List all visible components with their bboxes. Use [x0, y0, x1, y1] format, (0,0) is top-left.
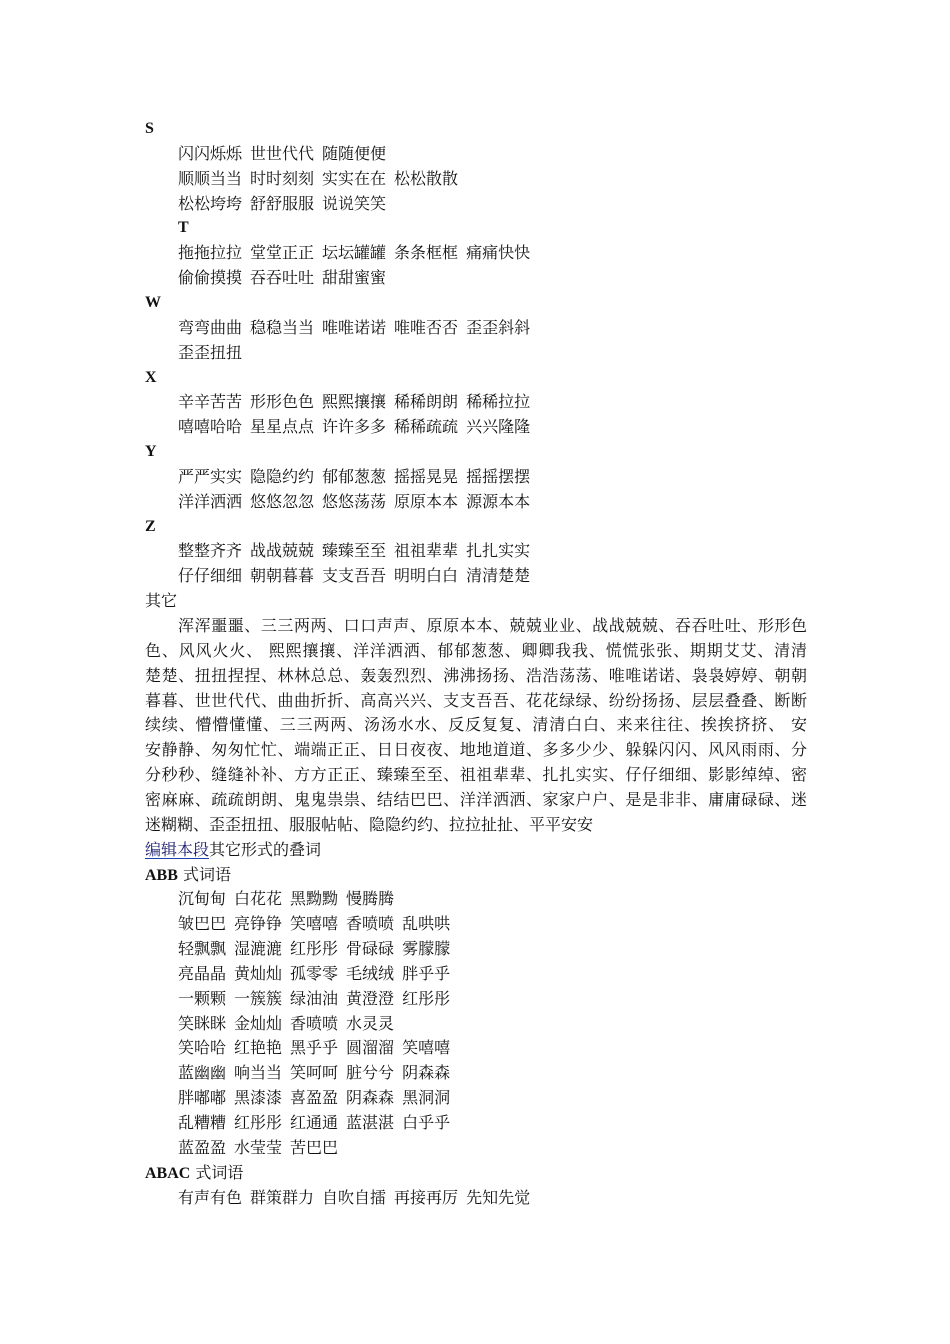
word-row: [178, 1135, 338, 1160]
word-row: [178, 240, 530, 265]
word-item: 唯唯诺诺: [322, 318, 387, 337]
word-item: 毛绒绒: [346, 964, 395, 983]
word-item: 歪歪扭扭: [178, 343, 243, 362]
word-row: [178, 563, 530, 588]
paragraph-line: 浑浑噩噩、三三两两、口口声声、原原本本、兢兢业业、战战兢兢、吞吞吐吐、形形色: [178, 616, 807, 635]
other-forms-title: 其它形式的叠词: [209, 840, 322, 859]
word-item: 红彤彤: [402, 989, 451, 1008]
word-item: 稀稀疏疏: [394, 417, 459, 436]
word-item: 说说笑笑: [322, 194, 387, 213]
word-row: [178, 166, 458, 191]
section-letter: X: [145, 369, 157, 386]
word-row: [178, 141, 386, 166]
word-item: 沉甸甸: [178, 889, 227, 908]
word-item: 香喷喷: [346, 914, 395, 933]
word-item: 堂堂正正: [250, 243, 315, 262]
word-row: [178, 961, 450, 986]
word-item: 先知先觉: [466, 1188, 531, 1207]
word-item: 自吹自擂: [322, 1188, 387, 1207]
word-item: 蓝幽幽: [178, 1063, 227, 1082]
word-item: 群策群力: [250, 1188, 315, 1207]
word-item: 形形色色: [250, 392, 315, 411]
word-item: 原原本本: [394, 492, 459, 511]
abb-heading-suffix: 式词语: [177, 865, 231, 884]
word-item: 摇摇摆摆: [466, 467, 531, 486]
word-item: 甜甜蜜蜜: [322, 268, 387, 287]
word-item: 红艳艳: [234, 1038, 283, 1057]
word-row: [178, 1110, 450, 1135]
word-item: 笑呵呵: [290, 1063, 339, 1082]
word-item: 臻臻至至: [322, 541, 387, 560]
word-item: 许许多多: [322, 417, 387, 436]
word-item: 白花花: [234, 889, 283, 908]
word-item: 星星点点: [250, 417, 315, 436]
word-item: 松松垮垮: [178, 194, 243, 213]
word-item: 偷偷摸摸: [178, 268, 243, 287]
abac-heading: [145, 1160, 243, 1185]
word-item: 亮晶晶: [178, 964, 227, 983]
word-row: [178, 315, 530, 340]
word-item: 黑黝黝: [290, 889, 339, 908]
word-item: 乱糟糟: [178, 1113, 227, 1132]
word-row: [178, 1085, 450, 1110]
word-item: 严严实实: [178, 467, 243, 486]
word-item: 蓝盈盈: [178, 1138, 227, 1157]
word-item: 乱哄哄: [402, 914, 451, 933]
word-item: 整整齐齐: [178, 541, 243, 560]
word-item: 松松散散: [394, 169, 459, 188]
word-item: 黑漆漆: [234, 1088, 283, 1107]
word-item: 水灵灵: [346, 1014, 395, 1033]
abb-heading: [145, 862, 231, 887]
word-row: [178, 340, 242, 365]
word-item: 阴森森: [402, 1063, 451, 1082]
word-row: [178, 986, 450, 1011]
word-item: 明明白白: [394, 566, 459, 585]
word-item: 歪歪斜斜: [466, 318, 531, 337]
word-item: 红彤彤: [234, 1113, 283, 1132]
word-item: 红彤彤: [290, 939, 339, 958]
word-item: 喜盈盈: [290, 1088, 339, 1107]
word-item: 雾朦朦: [402, 939, 451, 958]
paragraph-line: 分秒秒、缝缝补补、方方正正、臻臻至至、祖祖辈辈、扎扎实实、仔仔细细、影影绰绰、密: [145, 765, 807, 784]
word-item: 战战兢兢: [250, 541, 315, 560]
paragraph-line: 暮暮、世世代代、曲曲折折、高高兴兴、支支吾吾、花花绿绿、纷纷扬扬、层层叠叠、断断: [145, 691, 807, 710]
word-item: 坛坛罐罐: [322, 243, 387, 262]
word-item: 洋洋洒洒: [178, 492, 243, 511]
word-item: 皱巴巴: [178, 914, 227, 933]
abac-heading-suffix: 式词语: [190, 1163, 244, 1182]
word-item: 胖乎乎: [402, 964, 451, 983]
word-item: 唯唯否否: [394, 318, 459, 337]
word-item: 一颗颗: [178, 989, 227, 1008]
word-item: 熙熙攘攘: [322, 392, 387, 411]
word-item: 响当当: [234, 1063, 283, 1082]
edit-section-link[interactable]: 编辑本段: [145, 840, 210, 859]
word-item: 顺顺当当: [178, 169, 243, 188]
word-item: 扎扎实实: [466, 541, 531, 560]
word-item: 条条框框: [394, 243, 459, 262]
word-item: 悠悠荡荡: [322, 492, 387, 511]
word-item: 脏兮兮: [346, 1063, 395, 1082]
word-item: 稀稀拉拉: [466, 392, 531, 411]
word-row: [178, 265, 386, 290]
word-item: 再接再厉: [394, 1188, 459, 1207]
word-item: 辛辛苦苦: [178, 392, 243, 411]
word-item: 绿油油: [290, 989, 339, 1008]
word-row: [178, 936, 450, 961]
word-item: 清清楚楚: [466, 566, 531, 585]
word-item: 随随便便: [322, 144, 387, 163]
abb-heading-prefix: ABB: [145, 867, 178, 884]
word-row: [178, 538, 530, 563]
word-item: 黄灿灿: [234, 964, 283, 983]
word-item: 吞吞吐吐: [250, 268, 315, 287]
paragraph-line: 迷糊糊、歪歪扭扭、服服帖帖、隐隐约约、拉拉扯扯、平平安安: [145, 815, 594, 834]
word-item: 黑洞洞: [402, 1088, 451, 1107]
paragraph-line: 色、风风火火、 熙熙攘攘、洋洋洒洒、郁郁葱葱、卿卿我我、慌慌张张、期期艾艾、清清: [145, 641, 807, 660]
word-row: [178, 1185, 530, 1210]
word-item: 支支吾吾: [322, 566, 387, 585]
word-item: 痛痛快快: [466, 243, 531, 262]
paragraph-line: 续续、懵懵懂懂、三三两两、汤汤水水、反反复复、清清白白、来来往往、挨挨挤挤、 安: [145, 715, 807, 734]
word-item: 摇摇晃晃: [394, 467, 459, 486]
word-item: 黑乎乎: [290, 1038, 339, 1057]
word-item: 蓝湛湛: [346, 1113, 395, 1132]
word-item: 金灿灿: [234, 1014, 283, 1033]
word-item: 白乎乎: [402, 1113, 451, 1132]
word-item: 有声有色: [178, 1188, 243, 1207]
word-row: [178, 886, 394, 911]
word-item: 稳稳当当: [250, 318, 315, 337]
word-row: [178, 911, 450, 936]
word-item: 笑嘻嘻: [290, 914, 339, 933]
paragraph-line: 密麻麻、疏疏朗朗、鬼鬼祟祟、结结巴巴、洋洋洒洒、家家户户、是是非非、庸庸碌碌、迷: [145, 790, 807, 809]
word-item: 时时刻刻: [250, 169, 315, 188]
word-item: 拖拖拉拉: [178, 243, 243, 262]
word-item: 阴森森: [346, 1088, 395, 1107]
word-item: 隐隐约约: [250, 467, 315, 486]
word-item: 朝朝暮暮: [250, 566, 315, 585]
word-item: 水莹莹: [234, 1138, 283, 1157]
word-item: 孤零零: [290, 964, 339, 983]
word-row: [178, 1060, 450, 1085]
section-letter: T: [178, 219, 189, 236]
section-letter: W: [145, 294, 161, 311]
word-item: 舒舒服服: [250, 194, 315, 213]
word-row: [178, 489, 530, 514]
section-letter: Y: [145, 443, 157, 460]
section-letter: Z: [145, 518, 156, 535]
word-item: 圆溜溜: [346, 1038, 395, 1057]
word-item: 红通通: [290, 1113, 339, 1132]
word-row: [178, 414, 530, 439]
word-item: 亮铮铮: [234, 914, 283, 933]
word-item: 稀稀朗朗: [394, 392, 459, 411]
word-item: 一簇簇: [234, 989, 283, 1008]
word-item: 实实在在: [322, 169, 387, 188]
word-item: 笑哈哈: [178, 1038, 227, 1057]
word-item: 兴兴隆隆: [466, 417, 531, 436]
word-item: 悠悠忽忽: [250, 492, 315, 511]
word-item: 轻飘飘: [178, 939, 227, 958]
other-heading: 其它: [145, 591, 178, 610]
word-item: 苦巴巴: [290, 1138, 339, 1157]
word-item: 笑嘻嘻: [402, 1038, 451, 1057]
word-item: 笑眯眯: [178, 1014, 227, 1033]
word-row: [178, 1011, 394, 1036]
other-forms-heading: [145, 837, 321, 862]
word-item: 源源本本: [466, 492, 531, 511]
word-item: 弯弯曲曲: [178, 318, 243, 337]
paragraph-line: 楚楚、扭扭捏捏、林林总总、轰轰烈烈、沸沸扬扬、浩浩荡荡、唯唯诺诺、袅袅婷婷、朝朝: [145, 666, 807, 685]
word-item: 胖嘟嘟: [178, 1088, 227, 1107]
paragraph-line: 安静静、匆匆忙忙、端端正正、日日夜夜、地地道道、多多少少、躲躲闪闪、风风雨雨、分: [145, 740, 807, 759]
word-item: 慢腾腾: [346, 889, 395, 908]
word-item: 郁郁葱葱: [322, 467, 387, 486]
word-item: 嘻嘻哈哈: [178, 417, 243, 436]
word-row: [178, 389, 530, 414]
word-item: 仔仔细细: [178, 566, 243, 585]
word-item: 骨碌碌: [346, 939, 395, 958]
section-letter: S: [145, 120, 154, 137]
word-item: 黄澄澄: [346, 989, 395, 1008]
word-row: [178, 464, 530, 489]
word-item: 闪闪烁烁: [178, 144, 243, 163]
word-item: 世世代代: [250, 144, 315, 163]
word-item: 祖祖辈辈: [394, 541, 459, 560]
word-item: 香喷喷: [290, 1014, 339, 1033]
abac-heading-prefix: ABAC: [145, 1165, 191, 1182]
word-item: 湿漉漉: [234, 939, 283, 958]
word-row: [178, 191, 386, 216]
word-row: [178, 1035, 450, 1060]
